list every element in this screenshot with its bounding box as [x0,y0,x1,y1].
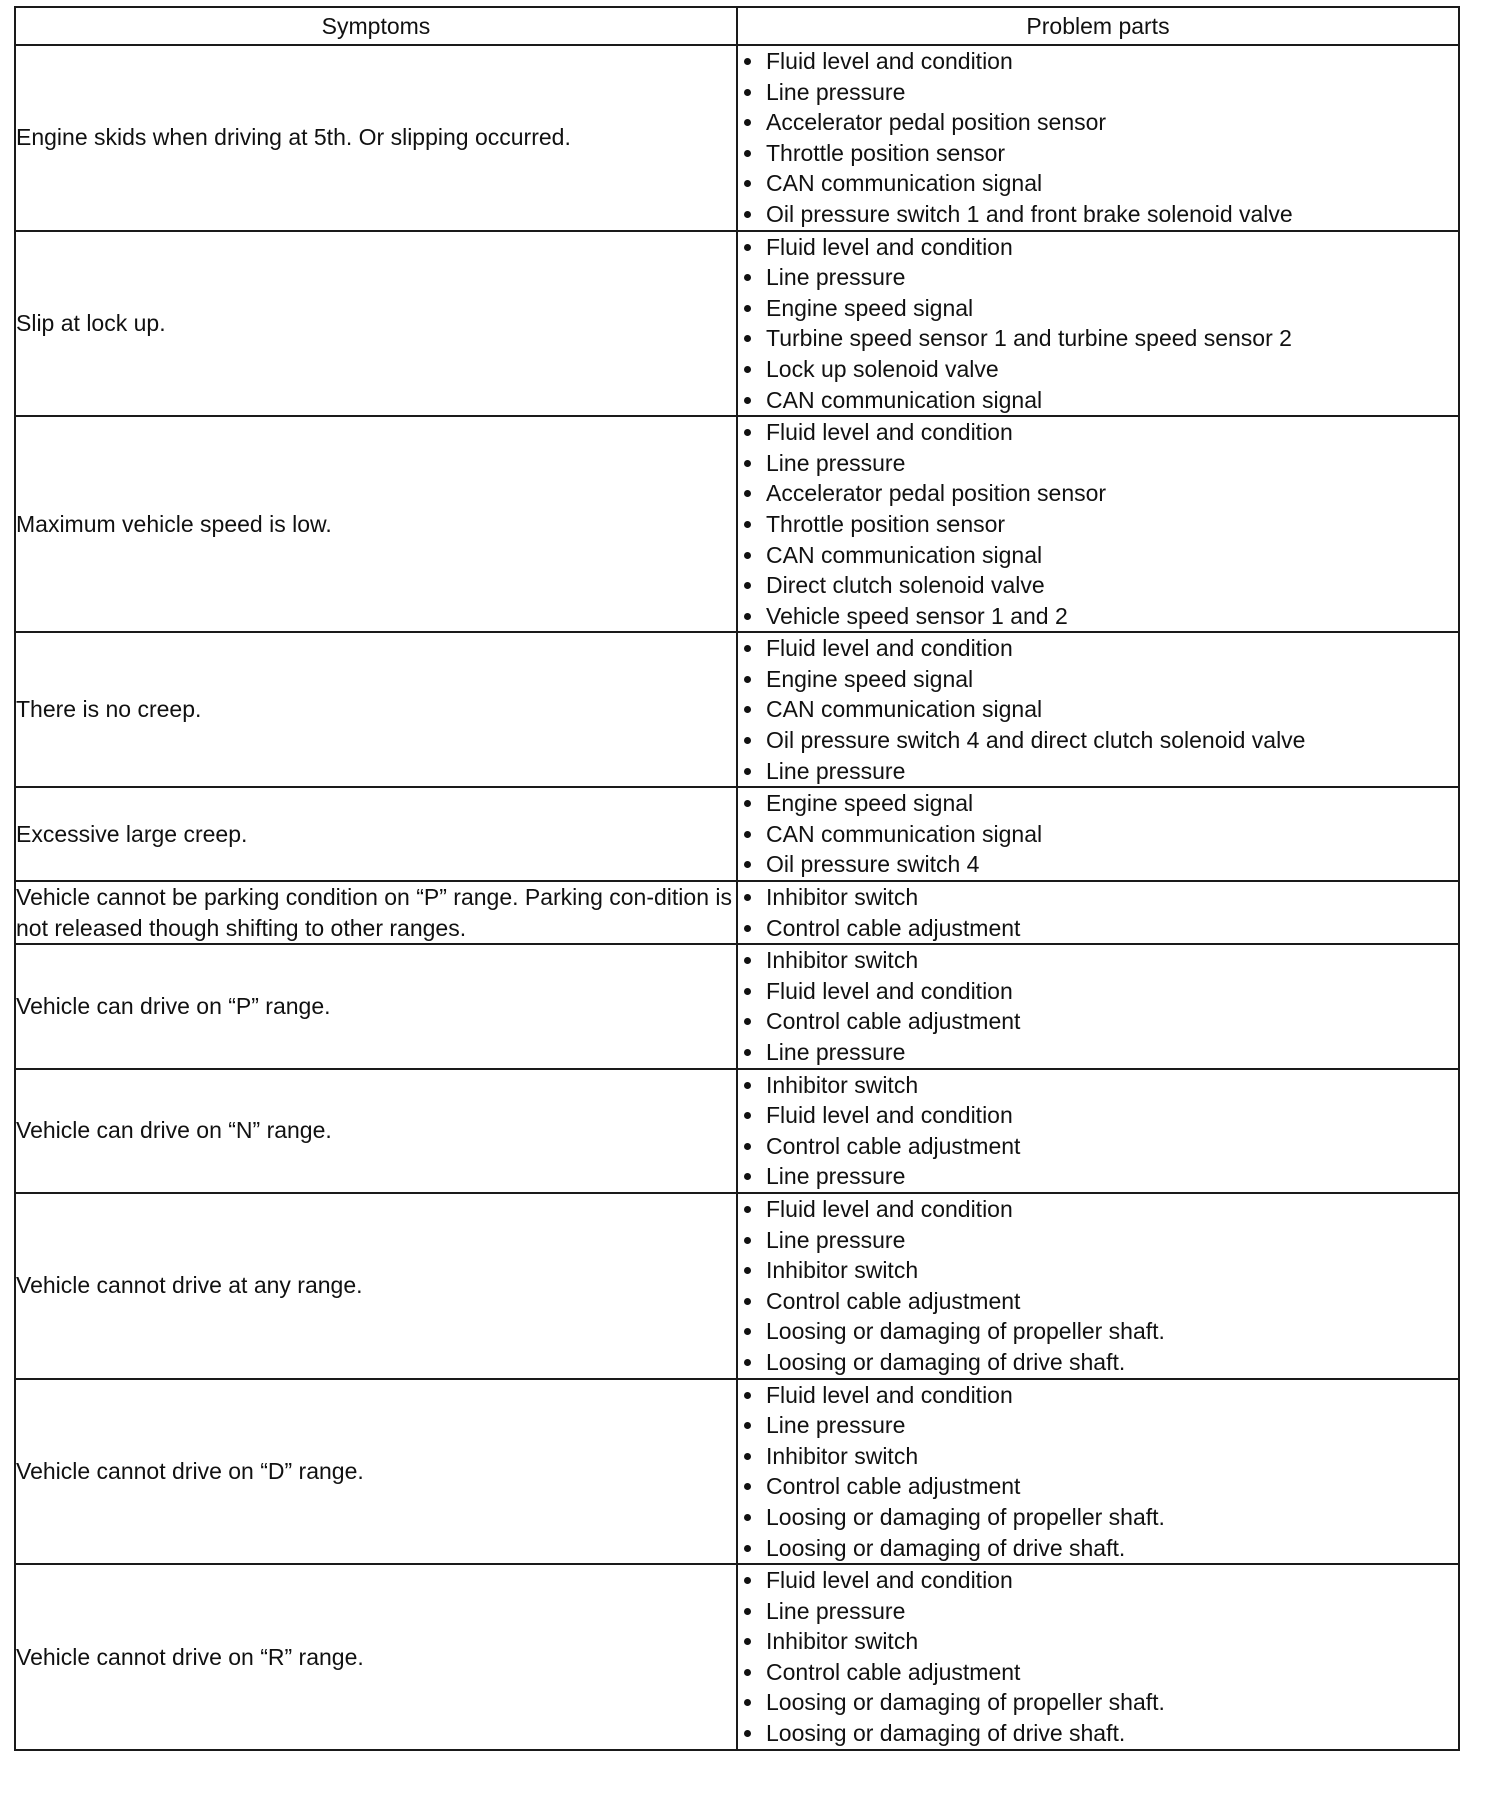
problem-part-item: Line pressure [738,756,1458,787]
table-row [15,632,1459,787]
symptom-text: Vehicle cannot be parking condition on “P” range. Parking con-dition is not released though shifting to other ranges. [16,884,732,941]
problem-parts-cell [737,45,1459,231]
problem-part-item: Accelerator pedal position sensor [738,478,1458,509]
table-row [15,881,1459,944]
symptom-cell [15,231,737,417]
problem-parts-list [738,1565,1458,1749]
problem-part-item: Oil pressure switch 4 and direct clutch solenoid valve [738,725,1458,756]
problem-part-item: Loosing or damaging of drive shaft. [738,1347,1458,1378]
problem-parts-cell [737,1379,1459,1565]
problem-part-item: Engine speed signal [738,788,1458,819]
problem-part-item: Fluid level and condition [738,417,1458,448]
problem-parts-list [738,882,1458,943]
problem-part-item: Line pressure [738,1161,1458,1192]
symptom-text: Maximum vehicle speed is low. [16,510,332,537]
symptom-cell [15,1379,737,1565]
problem-part-item: Line pressure [738,1410,1458,1441]
symptoms-column-header: Symptoms [15,7,737,45]
problem-part-item: Inhibitor switch [738,945,1458,976]
problem-part-item: Fluid level and condition [738,1380,1458,1411]
problem-parts-list [738,417,1458,631]
problem-part-item: Loosing or damaging of drive shaft. [738,1533,1458,1564]
problem-part-item: Control cable adjustment [738,913,1458,944]
table-row [15,787,1459,881]
table-row [15,416,1459,632]
problem-part-item: Loosing or damaging of propeller shaft. [738,1316,1458,1347]
table-header [15,7,1459,45]
problem-part-item: Loosing or damaging of drive shaft. [738,1718,1458,1749]
problem-part-item: Inhibitor switch [738,1255,1458,1286]
problem-part-item: Oil pressure switch 1 and front brake solenoid valve [738,199,1458,230]
problem-part-item: Fluid level and condition [738,232,1458,263]
table-row [15,1069,1459,1193]
problem-part-item: Inhibitor switch [738,1070,1458,1101]
problem-parts-list [738,46,1458,230]
table-row [15,1379,1459,1565]
problem-part-item: Inhibitor switch [738,882,1458,913]
problem-part-item: Fluid level and condition [738,1565,1458,1596]
problem-part-item: Control cable adjustment [738,1131,1458,1162]
problem-parts-cell [737,881,1459,944]
problem-part-item: Control cable adjustment [738,1006,1458,1037]
problem-parts-list [738,633,1458,786]
problem-part-item: Throttle position sensor [738,138,1458,169]
problem-parts-column-header: Problem parts [737,7,1459,45]
symptom-text: Excessive large creep. [16,820,248,847]
problem-parts-list [738,945,1458,1067]
table-row [15,45,1459,231]
problem-part-item: CAN communication signal [738,540,1458,571]
problem-part-item: CAN communication signal [738,168,1458,199]
symptom-cell [15,787,737,881]
symptom-cell [15,45,737,231]
problem-part-item: CAN communication signal [738,819,1458,850]
symptom-cell [15,1069,737,1193]
problem-part-item: Loosing or damaging of propeller shaft. [738,1502,1458,1533]
problem-part-item: Inhibitor switch [738,1626,1458,1657]
symptom-text: Vehicle cannot drive on “R” range. [16,1643,364,1670]
table-row [15,231,1459,417]
problem-part-item: Line pressure [738,448,1458,479]
symptom-text: Vehicle can drive on “N” range. [16,1117,332,1144]
table-row [15,1193,1459,1379]
problem-part-item: CAN communication signal [738,385,1458,416]
symptom-table [14,6,1460,1751]
problem-parts-cell [737,416,1459,632]
symptom-cell [15,416,737,632]
problem-part-item: Loosing or damaging of propeller shaft. [738,1687,1458,1718]
problem-part-item: Control cable adjustment [738,1471,1458,1502]
symptom-cell [15,881,737,944]
problem-parts-list [738,788,1458,880]
problem-part-item: Fluid level and condition [738,1194,1458,1225]
problem-parts-cell [737,1564,1459,1750]
header-row [15,7,1459,45]
problem-part-item: Engine speed signal [738,664,1458,695]
symptom-text: Vehicle can drive on “P” range. [16,993,331,1020]
problem-part-item: Line pressure [738,1225,1458,1256]
symptom-cell [15,1193,737,1379]
symptom-cell [15,944,737,1068]
problem-part-item: Lock up solenoid valve [738,354,1458,385]
table-body [15,45,1459,1750]
problem-parts-cell [737,787,1459,881]
problem-part-item: Fluid level and condition [738,633,1458,664]
problem-part-item: Line pressure [738,77,1458,108]
problem-part-item: Accelerator pedal position sensor [738,107,1458,138]
problem-part-item: Turbine speed sensor 1 and turbine speed sensor 2 [738,323,1458,354]
problem-part-item: Control cable adjustment [738,1657,1458,1688]
problem-part-item: Direct clutch solenoid valve [738,570,1458,601]
table-row [15,944,1459,1068]
table-row [15,1564,1459,1750]
symptom-cell [15,632,737,787]
problem-parts-cell [737,231,1459,417]
problem-parts-cell [737,1069,1459,1193]
problem-part-item: Line pressure [738,1596,1458,1627]
document-page [14,6,1458,1751]
problem-part-item: Fluid level and condition [738,976,1458,1007]
problem-parts-list [738,1194,1458,1378]
problem-part-item: Fluid level and condition [738,46,1458,77]
problem-parts-cell [737,1193,1459,1379]
problem-part-item: Control cable adjustment [738,1286,1458,1317]
problem-parts-cell [737,632,1459,787]
symptom-text: Vehicle cannot drive on “D” range. [16,1458,364,1485]
problem-part-item: Vehicle speed sensor 1 and 2 [738,601,1458,632]
symptom-text: Slip at lock up. [16,310,166,337]
symptom-text: Vehicle cannot drive at any range. [16,1272,363,1299]
problem-parts-cell [737,944,1459,1068]
problem-part-item: Inhibitor switch [738,1441,1458,1472]
problem-parts-list [738,1380,1458,1564]
symptom-text: Engine skids when driving at 5th. Or slipping occurred. [16,124,571,151]
problem-part-item: Fluid level and condition [738,1100,1458,1131]
problem-part-item: Throttle position sensor [738,509,1458,540]
problem-part-item: Engine speed signal [738,293,1458,324]
problem-parts-list [738,1070,1458,1192]
symptom-text: There is no creep. [16,696,202,723]
problem-part-item: Oil pressure switch 4 [738,849,1458,880]
problem-parts-list [738,232,1458,416]
problem-part-item: Line pressure [738,1037,1458,1068]
problem-part-item: CAN communication signal [738,694,1458,725]
symptom-cell [15,1564,737,1750]
problem-part-item: Line pressure [738,262,1458,293]
